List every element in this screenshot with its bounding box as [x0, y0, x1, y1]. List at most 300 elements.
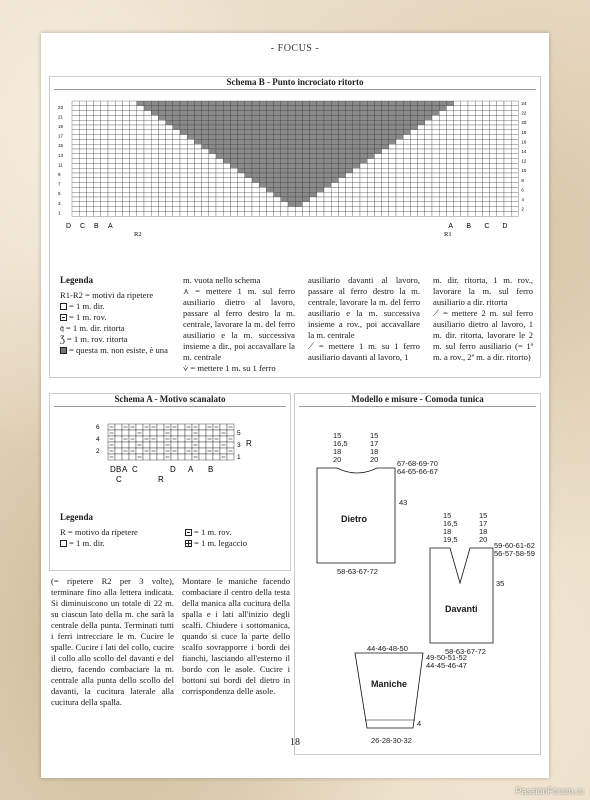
chart-cell	[151, 173, 158, 178]
chart-cell	[223, 202, 230, 207]
chart-cell	[490, 130, 497, 135]
chart-cell	[324, 178, 331, 183]
chart-cell	[454, 106, 461, 111]
chart-cell	[230, 144, 237, 149]
chart-cell	[144, 207, 151, 212]
chart-cell	[115, 101, 122, 106]
chart-cell	[151, 125, 158, 130]
chart-cell	[374, 187, 381, 192]
chart-cell	[475, 130, 482, 135]
chart-cell	[353, 183, 360, 188]
chart-cell	[446, 149, 453, 154]
chart-cell	[403, 111, 410, 116]
chart-cell	[295, 125, 302, 130]
chart-cell	[324, 173, 331, 178]
chart-cell	[202, 149, 209, 154]
chart-cell	[403, 106, 410, 111]
chart-cell	[72, 163, 79, 168]
chart-cell	[338, 173, 345, 178]
chart-cell	[108, 149, 115, 154]
row-number: 10	[521, 168, 527, 174]
chart-cell	[202, 159, 209, 164]
chart-cell	[432, 144, 439, 149]
chart-cell	[86, 192, 93, 197]
chart-cell	[461, 211, 468, 216]
chart-cell	[324, 159, 331, 164]
chart-cell	[216, 120, 223, 125]
schema-a-panel	[49, 393, 291, 571]
chart-cell	[418, 192, 425, 197]
chart-cell	[94, 159, 101, 164]
chart-cell	[288, 207, 295, 212]
chart-cell	[475, 187, 482, 192]
chart-cell	[252, 202, 259, 207]
chart-cell	[266, 130, 273, 135]
chart-cell	[94, 125, 101, 130]
rov-ritorta-icon: Ʒ	[60, 334, 65, 344]
chart-cell	[101, 173, 108, 178]
chart-cell	[461, 192, 468, 197]
chart-cell	[346, 173, 353, 178]
chart-cell	[209, 111, 216, 116]
chart-cell	[497, 111, 504, 116]
column-letter: C	[132, 465, 138, 474]
chart-cell	[389, 207, 396, 212]
chart-cell	[439, 135, 446, 140]
chart-cell	[410, 192, 417, 197]
chart-cell	[213, 430, 220, 436]
chart-cell	[130, 192, 137, 197]
chart-cell	[173, 125, 180, 130]
chart-cell	[338, 125, 345, 130]
chart-cell	[432, 168, 439, 173]
chart-cell	[199, 424, 206, 430]
chart-cell	[418, 120, 425, 125]
chart-cell	[367, 120, 374, 125]
chart-cell	[259, 115, 266, 120]
chart-cell	[151, 202, 158, 207]
chart-cell	[281, 101, 288, 106]
chart-cell	[115, 442, 122, 448]
chart-cell	[468, 115, 475, 120]
chart-cell	[259, 130, 266, 135]
chart-cell	[468, 192, 475, 197]
chart-cell	[252, 211, 259, 216]
chart-cell	[252, 173, 259, 178]
chart-cell	[86, 207, 93, 212]
chart-cell	[317, 149, 324, 154]
chart-cell	[180, 183, 187, 188]
chart-cell	[389, 154, 396, 159]
chart-cell	[202, 106, 209, 111]
chart-cell	[157, 424, 164, 430]
davanti-width: 58-63-67-72	[445, 647, 486, 656]
chart-cell	[259, 125, 266, 130]
chart-cell	[130, 187, 137, 192]
chart-cell	[302, 111, 309, 116]
chart-cell	[367, 173, 374, 178]
chart-cell	[252, 139, 259, 144]
schema-a-title: Schema A - Motivo scanalato	[114, 394, 226, 404]
chart-cell	[216, 130, 223, 135]
chart-cell	[353, 144, 360, 149]
chart-cell	[396, 149, 403, 154]
column-letter: B	[466, 223, 472, 231]
chart-cell	[216, 163, 223, 168]
chart-cell	[274, 120, 281, 125]
chart-cell	[101, 197, 108, 202]
row-number: 12	[521, 158, 527, 164]
chart-cell	[396, 163, 403, 168]
chart-cell	[310, 159, 317, 164]
chart-cell	[461, 115, 468, 120]
chart-cell	[504, 125, 511, 130]
chart-cell	[468, 211, 475, 216]
chart-cell	[79, 101, 86, 106]
chart-cell	[439, 111, 446, 116]
chart-cell	[245, 106, 252, 111]
chart-cell	[468, 197, 475, 202]
chart-cell	[403, 173, 410, 178]
chart-cell	[86, 187, 93, 192]
chart-cell	[72, 130, 79, 135]
legend-dir-ritorta: = 1 m. dir. ritorta	[65, 323, 125, 333]
chart-cell	[482, 163, 489, 168]
chart-cell	[310, 163, 317, 168]
chart-cell	[281, 178, 288, 183]
chart-cell	[497, 120, 504, 125]
chart-cell	[108, 115, 115, 120]
column-letter: C	[80, 223, 86, 231]
maniche-top: 44-46-48-50	[367, 644, 408, 653]
maniche-right: 49-50-51-52 44-45-46-47	[426, 653, 467, 670]
chart-cell	[187, 144, 194, 149]
chart-cell	[245, 115, 252, 120]
chart-cell	[295, 211, 302, 216]
chart-cell	[206, 454, 213, 460]
chart-cell	[281, 159, 288, 164]
chart-cell	[137, 120, 144, 125]
chart-cell	[115, 125, 122, 130]
chart-cell	[410, 168, 417, 173]
chart-cell	[317, 178, 324, 183]
maniche-cuff: 4	[417, 719, 422, 728]
chart-cell	[382, 106, 389, 111]
chart-cell	[130, 106, 137, 111]
chart-cell	[374, 159, 381, 164]
chart-cell	[490, 183, 497, 188]
chart-cell	[504, 187, 511, 192]
davanti-top-right: 59-60-61-62 56-57-58-59	[494, 541, 535, 558]
chart-cell	[288, 197, 295, 202]
chart-cell	[389, 101, 396, 106]
chart-cell	[238, 139, 245, 144]
chart-cell	[202, 130, 209, 135]
chart-cell	[238, 183, 245, 188]
chart-cell	[302, 173, 309, 178]
chart-cell	[482, 168, 489, 173]
chart-cell	[461, 130, 468, 135]
chart-cell	[72, 187, 79, 192]
chart-cell	[346, 187, 353, 192]
chart-cell	[410, 115, 417, 120]
chart-cell	[389, 149, 396, 154]
chart-cell	[216, 115, 223, 120]
chart-cell	[418, 154, 425, 159]
chart-cell	[194, 101, 201, 106]
chart-cell	[389, 144, 396, 149]
chart-cell	[274, 211, 281, 216]
chart-cell	[158, 211, 165, 216]
chart-cell	[403, 197, 410, 202]
chart-cell	[194, 115, 201, 120]
chart-cell	[185, 430, 192, 436]
chart-cell	[209, 168, 216, 173]
chart-cell	[158, 207, 165, 212]
chart-cell	[79, 139, 86, 144]
schema-b-legend	[60, 275, 176, 356]
chart-cell	[194, 173, 201, 178]
chart-cell	[396, 125, 403, 130]
chart-cell	[490, 202, 497, 207]
chart-cell	[425, 187, 432, 192]
chart-cell	[79, 163, 86, 168]
chart-cell	[374, 149, 381, 154]
chart-cell	[194, 135, 201, 140]
chart-cell	[86, 144, 93, 149]
chart-cell	[130, 197, 137, 202]
chart-cell	[374, 168, 381, 173]
chart-cell	[461, 163, 468, 168]
chart-cell	[178, 424, 185, 430]
chart-cell	[360, 202, 367, 207]
chart-cell	[504, 111, 511, 116]
chart-cell	[115, 454, 122, 460]
chart-cell	[475, 139, 482, 144]
chart-cell	[108, 202, 115, 207]
chart-cell	[216, 154, 223, 159]
chart-cell	[238, 135, 245, 140]
chart-cell	[94, 135, 101, 140]
chart-cell	[216, 183, 223, 188]
chart-cell	[288, 144, 295, 149]
legend-a-heading: Legenda	[60, 512, 94, 522]
chart-cell	[338, 111, 345, 116]
chart-cell	[223, 183, 230, 188]
chart-cell	[166, 101, 173, 106]
chart-cell	[166, 163, 173, 168]
chart-cell	[432, 130, 439, 135]
chart-cell	[454, 120, 461, 125]
chart-cell	[143, 442, 150, 448]
chart-cell	[295, 173, 302, 178]
chart-cell	[317, 197, 324, 202]
chart-cell	[94, 120, 101, 125]
chart-cell	[144, 159, 151, 164]
chart-cell	[338, 115, 345, 120]
chart-cell	[101, 207, 108, 212]
chart-cell	[317, 173, 324, 178]
chart-cell	[331, 144, 338, 149]
chart-cell	[360, 163, 367, 168]
chart-cell	[497, 144, 504, 149]
chart-cell	[360, 139, 367, 144]
chart-cell	[108, 101, 115, 106]
chart-cell	[137, 202, 144, 207]
chart-cell	[202, 183, 209, 188]
chart-cell	[418, 135, 425, 140]
chart-cell	[187, 120, 194, 125]
chart-cell	[72, 192, 79, 197]
chart-cell	[403, 183, 410, 188]
chart-cell	[252, 197, 259, 202]
chart-cell	[245, 135, 252, 140]
chart-cell	[72, 159, 79, 164]
maniche-label: Maniche	[371, 679, 408, 689]
chart-cell	[367, 192, 374, 197]
chart-cell	[432, 111, 439, 116]
chart-cell	[490, 159, 497, 164]
chart-cell	[281, 173, 288, 178]
chart-cell	[202, 207, 209, 212]
chart-cell	[202, 120, 209, 125]
chart-cell	[79, 125, 86, 130]
chart-cell	[238, 159, 245, 164]
davanti-height: 35	[496, 579, 505, 588]
chart-cell	[144, 139, 151, 144]
chart-cell	[166, 211, 173, 216]
chart-cell	[266, 120, 273, 125]
chart-cell	[511, 154, 518, 159]
chart-cell	[101, 187, 108, 192]
chart-cell	[137, 139, 144, 144]
chart-cell	[432, 154, 439, 159]
chart-cell	[130, 120, 137, 125]
chart-cell	[295, 149, 302, 154]
chart-cell	[216, 101, 223, 106]
chart-cell	[338, 135, 345, 140]
chart-cell	[101, 101, 108, 106]
chart-cell	[468, 130, 475, 135]
chart-cell	[245, 111, 252, 116]
chart-cell	[454, 168, 461, 173]
chart-cell	[360, 135, 367, 140]
chart-cell	[461, 125, 468, 130]
chart-cell	[180, 130, 187, 135]
chart-cell	[461, 154, 468, 159]
chart-cell	[238, 211, 245, 216]
chart-cell	[396, 139, 403, 144]
chart-cell	[482, 192, 489, 197]
chart-cell	[497, 168, 504, 173]
chart-cell	[389, 173, 396, 178]
chart-cell	[223, 139, 230, 144]
chart-cell	[79, 187, 86, 192]
chart-cell	[238, 192, 245, 197]
chart-cell	[295, 135, 302, 140]
dir-ritorta-icon: 𝔮	[60, 323, 64, 333]
chart-cell	[475, 168, 482, 173]
chart-cell	[360, 183, 367, 188]
cable-2-1-icon: ⟋	[433, 308, 440, 318]
chart-cell	[143, 454, 150, 460]
chart-cell	[360, 168, 367, 173]
chart-cell	[137, 207, 144, 212]
chart-cell	[497, 125, 504, 130]
chart-cell	[382, 211, 389, 216]
cable-front-icon: ⩒	[183, 363, 189, 373]
chart-cell	[418, 149, 425, 154]
chart-cell	[461, 135, 468, 140]
empty-stitch-icon	[60, 347, 67, 354]
chart-cell	[223, 144, 230, 149]
chart-cell	[374, 207, 381, 212]
chart-cell	[382, 111, 389, 116]
chart-cell	[274, 163, 281, 168]
chart-cell	[461, 144, 468, 149]
chart-cell	[403, 149, 410, 154]
chart-cell	[157, 442, 164, 448]
chart-cell	[454, 130, 461, 135]
chart-cell	[230, 192, 237, 197]
chart-cell	[346, 111, 353, 116]
chart-cell	[245, 130, 252, 135]
row-number: 5	[237, 430, 241, 437]
chart-cell	[86, 202, 93, 207]
chart-cell	[504, 120, 511, 125]
chart-cell	[216, 168, 223, 173]
chart-cell	[482, 207, 489, 212]
repeat-label-a-bottom: R	[158, 475, 164, 484]
chart-cell	[310, 125, 317, 130]
chart-cell	[360, 173, 367, 178]
chart-cell	[180, 144, 187, 149]
chart-cell	[223, 173, 230, 178]
chart-cell	[396, 173, 403, 178]
chart-cell	[72, 115, 79, 120]
chart-cell	[180, 139, 187, 144]
chart-cell	[490, 115, 497, 120]
chart-cell	[324, 149, 331, 154]
chart-cell	[101, 211, 108, 216]
chart-cell	[223, 187, 230, 192]
chart-cell	[151, 163, 158, 168]
instructions-col1: (= ripetere R2 per 3 volte), terminare fino alla lettera indicata. Si diminuiscono un totale di 22 m. su ciascun lato della m. che sarà la centrale della punta. Terminati tutti i ferri intrecciare le m. Cucire le spalle. Cucire i lati del collo, cucire il collo allo scollo del davanti e del dietro, facendo combaciare la m. centrale alla punta dello scollo del davanti, la cucitura laterale alla cucitura della spalla.	[51, 576, 174, 707]
chart-cell	[367, 197, 374, 202]
chart-cell	[108, 163, 115, 168]
chart-cell	[281, 168, 288, 173]
chart-cell	[202, 101, 209, 106]
chart-cell	[317, 207, 324, 212]
chart-cell	[266, 211, 273, 216]
chart-cell	[511, 139, 518, 144]
chart-cell	[144, 130, 151, 135]
chart-cell	[115, 207, 122, 212]
chart-cell	[130, 211, 137, 216]
chart-cell	[511, 111, 518, 116]
chart-cell	[295, 202, 302, 207]
chart-cell	[238, 120, 245, 125]
chart-cell	[418, 173, 425, 178]
chart-cell	[216, 135, 223, 140]
chart-cell	[497, 106, 504, 111]
chart-cell	[94, 130, 101, 135]
chart-cell	[497, 154, 504, 159]
chart-cell	[374, 139, 381, 144]
chart-cell	[338, 159, 345, 164]
chart-cell	[151, 192, 158, 197]
chart-cell	[178, 442, 185, 448]
